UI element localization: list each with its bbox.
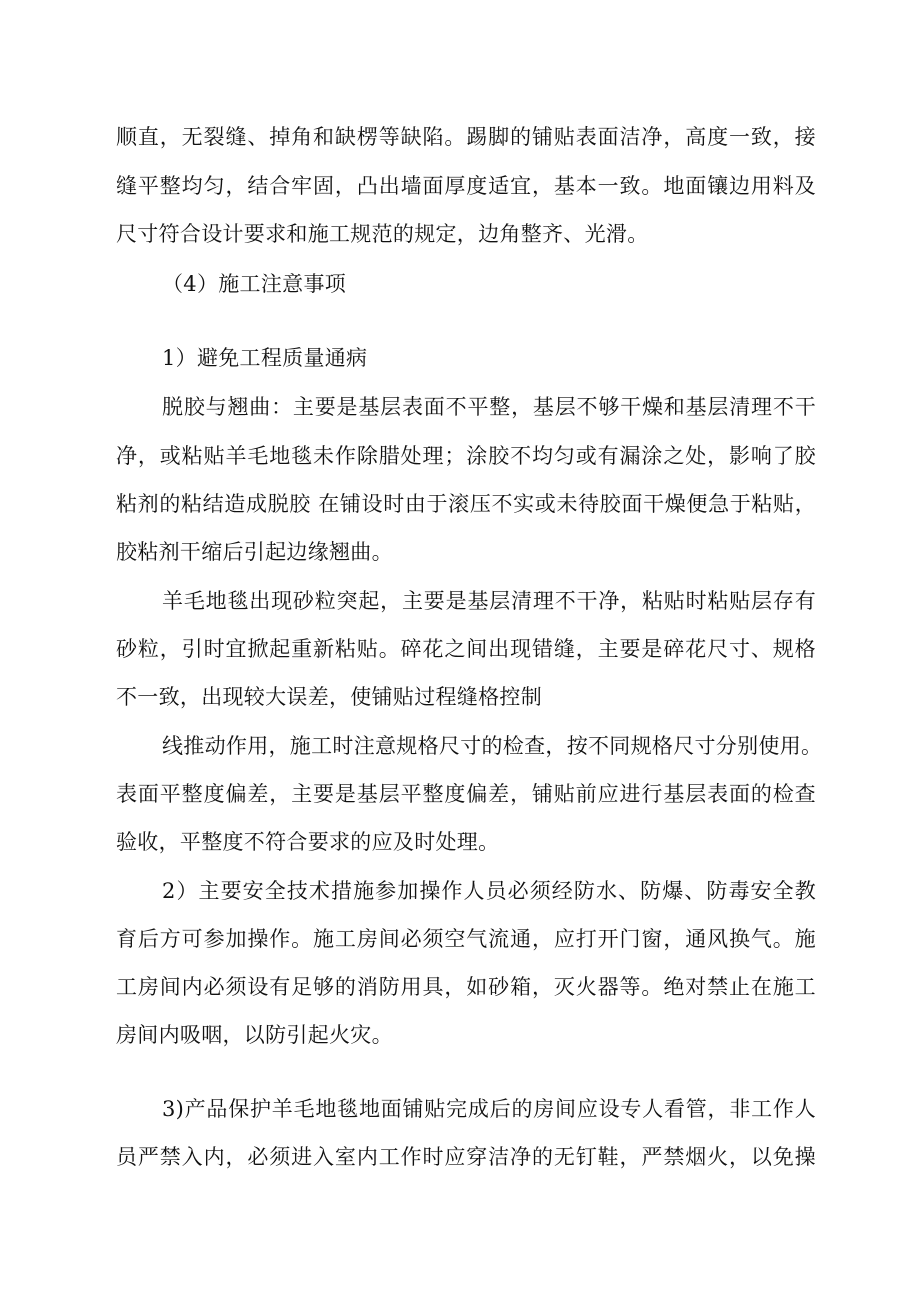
text-line: 线推动作用，施工时注意规格尺寸的检查，按不同规格尺寸分别使用。 xyxy=(162,734,823,758)
text-line: 脱胶与翘曲：主要是基层表面不平整，基层不够干燥和基层清理不干 xyxy=(162,395,816,419)
text-line: 3)产品保护羊毛地毯地面铺贴完成后的房间应设专人看管，非工作人 xyxy=(162,1097,816,1121)
text-line: 育后方可参加操作。施工房间必须空气流通，应打开门窗，通风换气。施 xyxy=(116,927,816,951)
text-line: 砂粒，引时宜掀起重新粘贴。碎花之间出现错缝，主要是碎花尺寸、规格 xyxy=(116,637,816,661)
text-line: 缝平整均匀，结合牢固，凸出墙面厚度适宜，基本一致。地面镶边用料及 xyxy=(116,174,816,198)
text-line: 不一致，出现较大误差，使铺贴过程缝格控制 xyxy=(116,685,542,709)
text-line: 工房间内必须设有足够的消防用具，如砂箱，灭火器等。绝对禁止在施工 xyxy=(116,975,816,999)
subsection-heading: 1）避免工程质量通病 xyxy=(162,346,368,370)
section-heading: （4）施工注意事项 xyxy=(162,272,347,296)
text-line: 尺寸符合设计要求和施工规范的规定，边角整齐、光滑。 xyxy=(116,222,649,246)
text-line: 顺直，无裂缝、掉角和缺楞等缺陷。踢脚的铺贴表面洁净，高度一致，接 xyxy=(116,125,816,149)
text-line: 粘剂的粘结造成脱胶 在铺设时由于滚压不实或未待胶面干燥便急于粘贴， xyxy=(116,492,816,516)
text-line: 房间内吸咽，以防引起火灾。 xyxy=(116,1023,393,1047)
text-line: 净，或粘贴羊毛地毯未作除腊处理；涂胶不均匀或有漏涂之处，影响了胶 xyxy=(116,444,816,468)
text-line: 员严禁入内，必须进入室内工作时应穿洁净的无钉鞋，严禁烟火，以免操 xyxy=(116,1145,816,1169)
text-line: 2）主要安全技术措施参加操作人员必须经防水、防爆、防毒安全教 xyxy=(162,879,816,903)
text-line: 表面平整度偏差，主要是基层平整度偏差，铺贴前应进行基层表面的检查 xyxy=(116,782,816,806)
text-line: 胶粘剂干缩后引起边缘翘曲。 xyxy=(116,540,393,564)
text-line: 羊毛地毯出现砂粒突起，主要是基层清理不干净，粘贴时粘贴层存有 xyxy=(162,589,816,613)
text-line: 验收，平整度不符合要求的应及时处理。 xyxy=(116,830,500,854)
